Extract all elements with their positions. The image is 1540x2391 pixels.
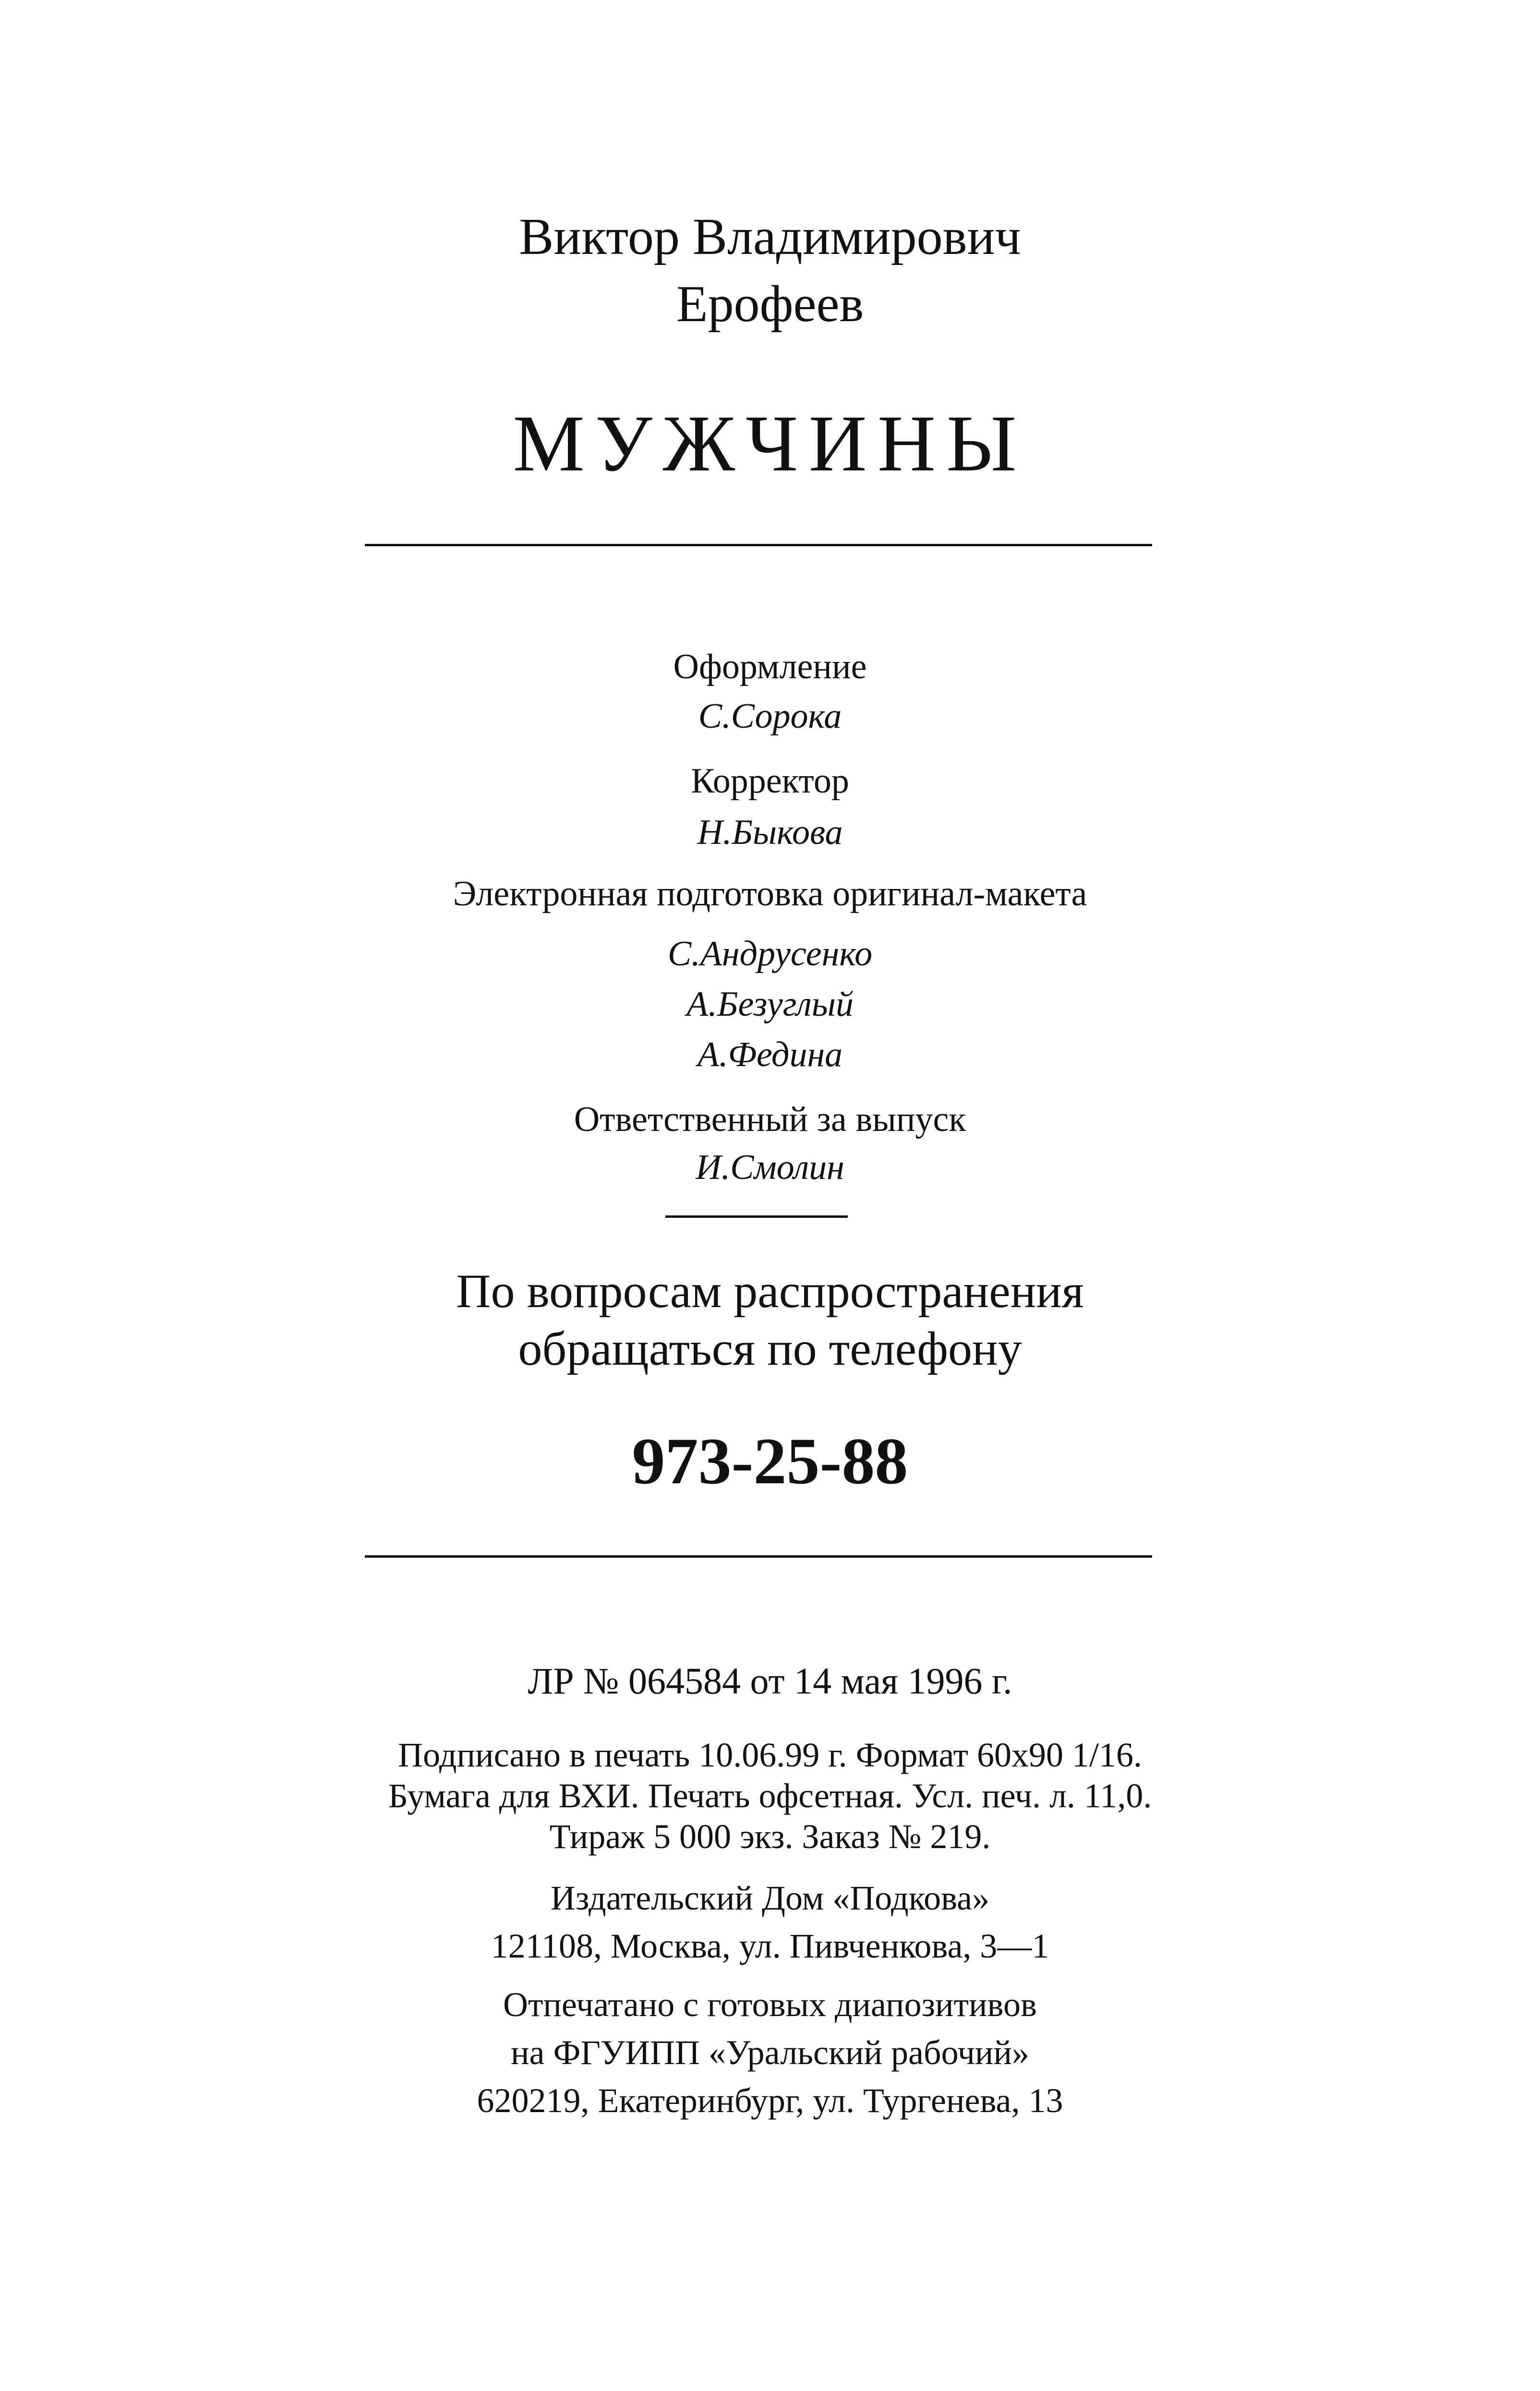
publisher-line-1: Издательский Дом «Подкова» — [550, 1879, 990, 1917]
print-spec-line-3: Тираж 5 000 экз. Заказ № 219. — [549, 1817, 991, 1856]
credit-name-layout-3: А.Федина — [697, 1035, 843, 1074]
divider-top — [365, 544, 1152, 546]
author-last-name: Ерофеев — [676, 276, 864, 333]
book-title: МУЖЧИНЫ — [513, 399, 1027, 488]
print-spec-line-2: Бумага для ВХИ. Печать офсетная. Усл. печ. л. 11,0. — [388, 1777, 1152, 1815]
printer-line-1: Отпечатано с готовых диапозитивов — [503, 1985, 1037, 2024]
license-line: ЛР № 064584 от 14 мая 1996 г. — [528, 1660, 1012, 1702]
credit-name-layout-2: А.Безуглый — [686, 985, 854, 1024]
divider-short — [665, 1215, 848, 1218]
divider-bottom — [365, 1555, 1152, 1558]
printer-line-3: 620219, Екатеринбург, ул. Тургенева, 13 — [477, 2081, 1063, 2120]
credit-name-layout-1: С.Андрусенко — [667, 934, 873, 973]
credit-name-proofreader: Н.Быкова — [697, 813, 843, 852]
author-first-names: Виктор Владимирович — [519, 208, 1021, 265]
distribution-line-1: По вопросам распространения — [456, 1264, 1084, 1318]
printer-line-2: на ФГУИПП «Уральский рабочий» — [511, 2033, 1029, 2072]
distribution-line-2: обращаться по телефону — [518, 1322, 1022, 1375]
credit-role-layout: Электронная подготовка оригинал-макета — [453, 874, 1087, 913]
publisher-line-2: 121108, Москва, ул. Пивченкова, 3—1 — [491, 1927, 1049, 1965]
credit-role-proofreader: Корректор — [691, 761, 849, 801]
credit-name-responsible: И.Смолин — [696, 1148, 844, 1187]
distribution-phone: 973-25-88 — [632, 1424, 908, 1498]
credit-name-design: С.Сорока — [698, 697, 842, 736]
credit-role-responsible: Ответственный за выпуск — [574, 1100, 966, 1139]
print-spec-line-1: Подписано в печать 10.06.99 г. Формат 60х90 1/16. — [397, 1736, 1143, 1774]
credit-role-design: Оформление — [673, 647, 867, 686]
